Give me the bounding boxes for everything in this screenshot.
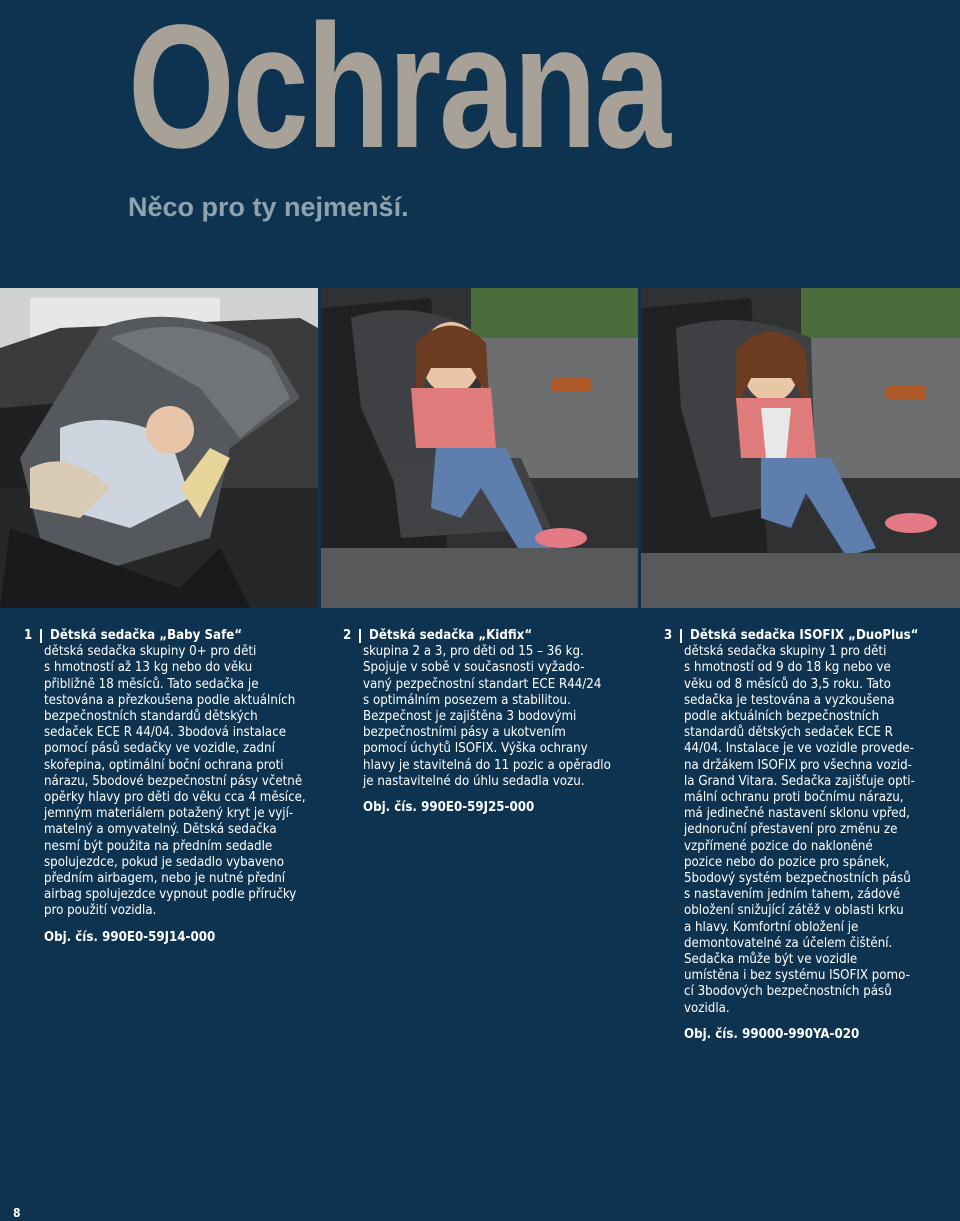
- page-title: Ochrana: [128, 0, 669, 185]
- text-line: mální ochranu proti bočnímu nárazu,: [684, 790, 904, 806]
- product-2-order-number: Obj. čís. 990E0-59J25-000: [363, 800, 535, 816]
- product-2-title: Dětská sedačka „Kidfix“: [369, 628, 533, 643]
- text-line: nesmí být použita na předním sedadle: [44, 838, 273, 854]
- text-line: dětská sedačka skupiny 1 pro děti: [684, 644, 887, 660]
- text-line: skořepina, optimální boční ochrana proti: [44, 757, 284, 773]
- text-line: s nastavením jedním tahem, zádové: [684, 887, 901, 903]
- heading-divider: [680, 629, 682, 643]
- text-line: přibližně 18 měsíců. Tato sedačka je: [44, 676, 259, 692]
- text-line: jemným materiálem potažený kryt je vyjí-: [44, 806, 294, 822]
- text-line: matelný a omyvatelný. Dětská sedačka: [44, 822, 277, 838]
- product-1: [24, 628, 324, 946]
- text-line: sedaček ECE R 44/04. 3bodová instalace: [44, 725, 287, 741]
- text-line: Bezpečnost je zajištěna 3 bodovými: [363, 709, 577, 725]
- text-line: Spojuje v sobě v současnosti vyžado-: [363, 660, 585, 676]
- product-1-title: Dětská sedačka „Baby Safe“: [50, 628, 243, 643]
- product-2-heading: [343, 628, 643, 644]
- text-line: bezpečnostními pásy a ukotvením: [363, 725, 566, 741]
- text-line: demontovatelné za účelem čištění.: [684, 935, 893, 951]
- text-line: Sedačka může být ve vozidle: [684, 952, 858, 968]
- text-line: cí 3bodových bezpečnostních pásů: [684, 984, 892, 1000]
- text-line: s hmotností od 9 do 18 kg nebo ve: [684, 660, 891, 676]
- product-1-number: 1: [24, 628, 33, 643]
- product-3-title: Dětská sedačka ISOFIX „DuoPlus“: [690, 628, 919, 643]
- text-line: na držákem ISOFIX pro všechna vozid-: [684, 757, 912, 773]
- text-line: pozice nebo do pozice pro spánek,: [684, 854, 890, 870]
- text-line: nárazu, 5bodové bezpečnostní pásy včetně: [44, 773, 303, 789]
- product-3-number: 3: [664, 628, 673, 643]
- text-line: vaný pezpečnostní standart ECE R44/24: [363, 676, 602, 692]
- product-2: [343, 628, 643, 816]
- text-line: testována a přezkoušena podle aktuálních: [44, 692, 296, 708]
- text-line: s hmotností až 13 kg nebo do věku: [44, 660, 253, 676]
- text-line: vozidla.: [684, 1000, 730, 1016]
- product-1-order-number: Obj. čís. 990E0-59J14-000: [44, 929, 216, 945]
- page-number: 8: [13, 1206, 21, 1220]
- page-subtitle: Něco pro ty nejmenší.: [128, 192, 409, 222]
- product-2-description: [343, 644, 643, 790]
- text-line: spolujezdce, pokud je sedadlo vybaveno: [44, 854, 285, 870]
- text-line: 5bodový systém bezpečnostních pásů: [684, 871, 911, 887]
- text-line: dětská sedačka skupiny 0+ pro děti: [44, 644, 257, 660]
- text-line: vzpřímené pozice do nakloněné: [684, 838, 873, 854]
- text-line: podle aktuálních bezpečnostních: [684, 709, 880, 725]
- text-line: sedačka je testována a vyzkoušena: [684, 692, 895, 708]
- product-3-order-number: Obj. čís. 99000-990YA-020: [684, 1026, 860, 1042]
- text-line: umístěna i bez systému ISOFIX pomo-: [684, 968, 910, 984]
- text-line: věku od 8 měsíců do 3,5 roku. Tato: [684, 676, 891, 692]
- product-1-description: [24, 644, 324, 919]
- text-line: skupina 2 a 3, pro děti od 15 – 36 kg.: [363, 644, 584, 660]
- text-line: je nastavitelné do úhlu sedadla vozu.: [363, 773, 585, 789]
- photo-kidfix: [321, 288, 638, 608]
- photo-duoplus: [641, 288, 960, 608]
- product-3-description: [664, 644, 954, 1017]
- text-line: obložení snižující zátěž v oblasti krku: [684, 903, 904, 919]
- product-1-heading: [24, 628, 324, 644]
- product-3: [664, 628, 954, 1043]
- text-line: s optimálním posezem a stabilitou.: [363, 692, 571, 708]
- text-line: předním airbagem, nebo je nutné přední: [44, 871, 286, 887]
- text-line: pomocí pásů sedačky ve vozidle, zadní: [44, 741, 275, 757]
- text-line: bezpečnostních standardů dětských: [44, 709, 258, 725]
- text-line: standardů dětských sedaček ECE R: [684, 725, 893, 741]
- photo-baby-safe: [0, 288, 318, 608]
- text-line: la Grand Vitara. Sedačka zajišťuje opti-: [684, 773, 915, 789]
- text-line: 44/04. Instalace je ve vozidle provede-: [684, 741, 914, 757]
- product-2-number: 2: [343, 628, 352, 643]
- heading-divider: [359, 629, 361, 643]
- text-line: airbag spolujezdce vypnout podle příručky: [44, 887, 297, 903]
- heading-divider: [40, 629, 42, 643]
- text-line: opěrky hlavy pro děti do věku cca 4 měsíce,: [44, 790, 306, 806]
- product-3-heading: [664, 628, 954, 644]
- text-line: pomocí úchytů ISOFIX. Výška ochrany: [363, 741, 588, 757]
- text-line: a hlavy. Komfortní obložení je: [684, 919, 859, 935]
- text-line: má jedinečné nastavení sklonu vpřed,: [684, 806, 910, 822]
- text-line: pro použití vozidla.: [44, 903, 157, 919]
- text-line: hlavy je stavitelná do 11 pozic a opěradlo: [363, 757, 611, 773]
- text-line: jednoruční přestavení pro změnu ze: [684, 822, 898, 838]
